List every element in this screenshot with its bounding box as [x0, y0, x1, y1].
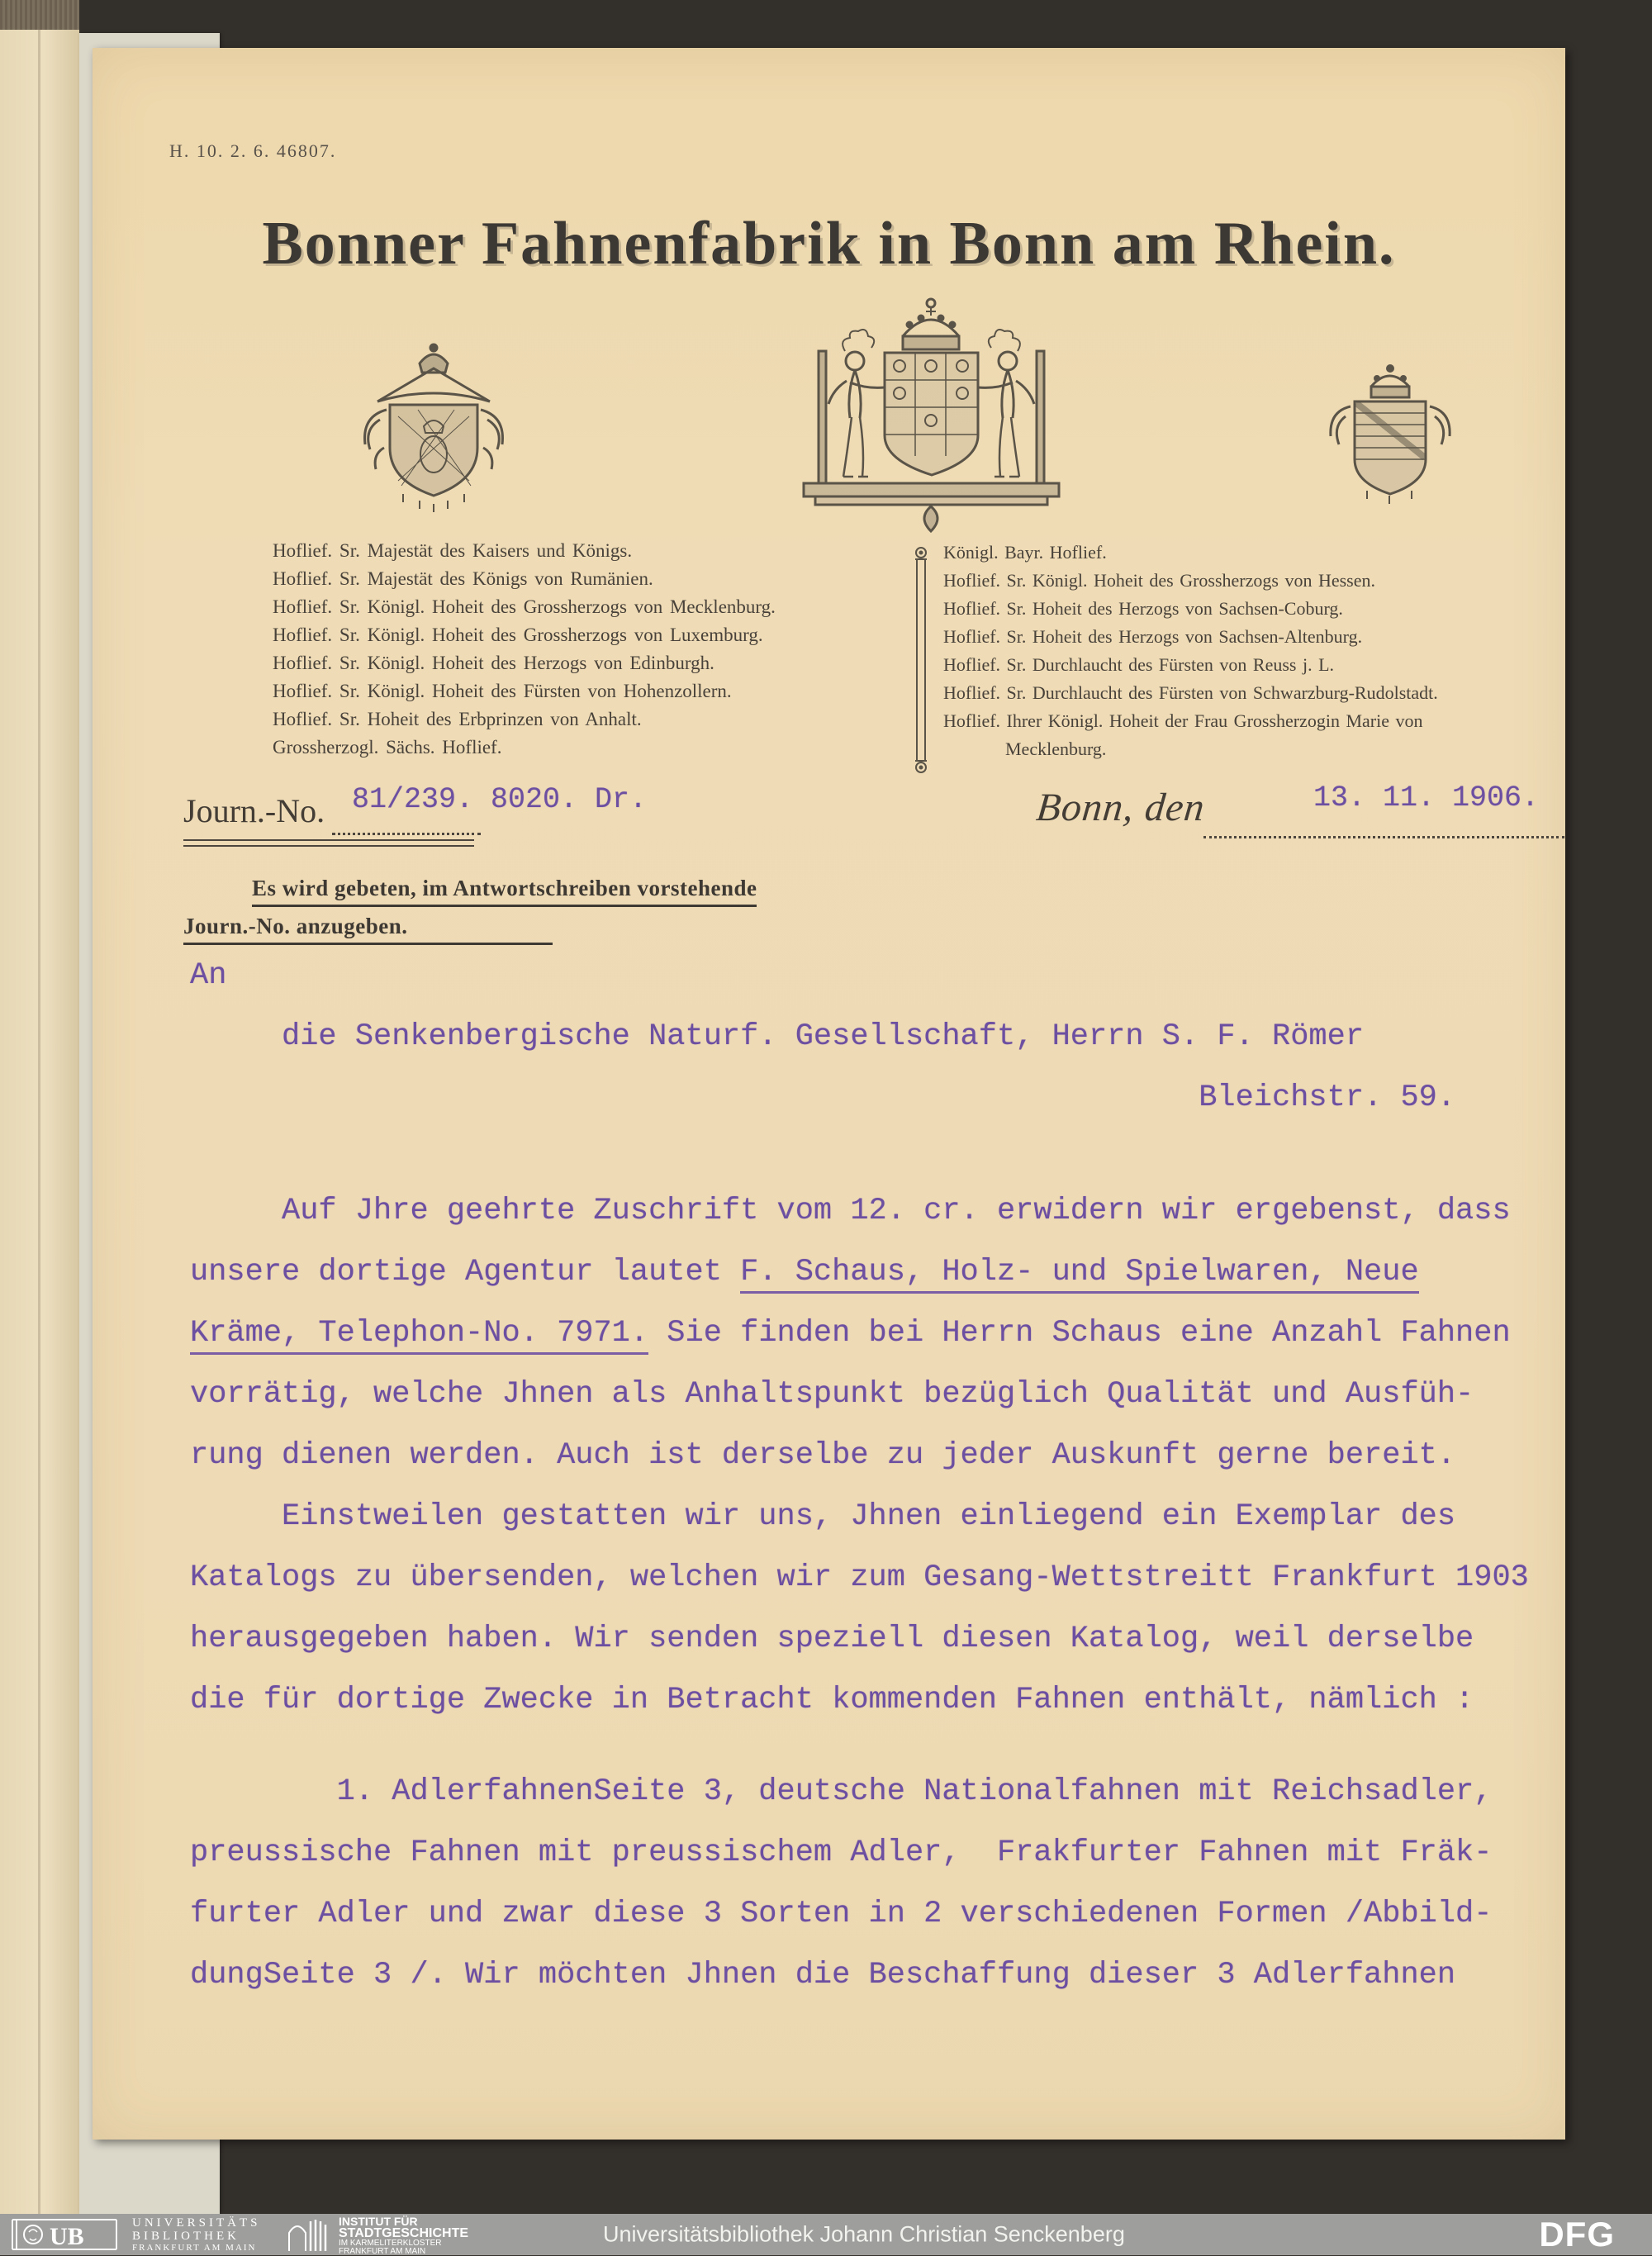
ub-library-text: UNIVERSITÄTS BIBLIOTHEK FRANKFURT AM MAIN: [132, 2216, 261, 2253]
letter-line: herausgegeben haben. Wir senden speziell diesen Katalog, weil derselbe: [190, 1622, 1474, 1656]
dateline-dotted-line: [1203, 836, 1564, 838]
honor-line: Hoflief. Sr. Königl. Hoheit des Grossherzogs von Mecklenburg.: [273, 596, 776, 617]
dateline-date-value: 13. 11. 1906.: [1313, 781, 1540, 815]
honor-line: Hoflief. Sr. Majestät des Königs von Rumänien.: [273, 568, 653, 589]
honor-line: Hoflief. Sr. Königl. Hoheit des Grossherzogs von Luxemburg.: [273, 625, 763, 645]
letter-line: Katalogs zu übersenden, welchen wir zum Gesang-Wettstreitt Frankfurt 1903: [190, 1560, 1529, 1595]
institut-stadtgeschichte-logo-icon: [284, 2216, 329, 2253]
library-credit-text: Universitätsbibliothek Johann Christian Senckenberg: [603, 2221, 1125, 2247]
coat-of-arms-center-icon: [789, 285, 1074, 537]
ub-abbr-text: UB: [50, 2223, 84, 2250]
letter-line: 1. AdlerfahnenSeite 3, deutsche Nationalfahnen mit Reichsadler,: [190, 1774, 1493, 1809]
letter-line: die Senkenbergische Naturf. Gesellschaft, Herrn S. F. Römer: [190, 1019, 1365, 1054]
letter-page: [93, 48, 1565, 2140]
honor-line: Hoflief. Sr. Hoheit des Herzogs von Sachsen-Coburg.: [943, 598, 1343, 619]
institut-stadtgeschichte-text: INSTITUT FÜR STADTGESCHICHTE IM KARMELITERKLOSTER FRANKFURT AM MAIN: [339, 2215, 469, 2256]
book-binding-fabric: [0, 0, 79, 33]
honors-list-left: [273, 537, 888, 762]
letter-line: Kräme, Telephon-No. 7971. Sie finden bei Herrn Schaus eine Anzahl Fahnen: [190, 1303, 1586, 1364]
letter-body-paragraph-1: [190, 1180, 1586, 1731]
archive-code: H. 10. 2. 6. 46807.: [169, 140, 337, 161]
letter-line: furter Adler und zwar diese 3 Sorten in 2 verschiedenen Formen /Abbild-: [190, 1897, 1493, 1931]
honor-line: Königl. Bayr. Hoflief.: [943, 542, 1107, 563]
letter-line: unsere dortige Agentur lautet F. Schaus, Holz- und Spielwaren, Neue: [190, 1242, 1586, 1303]
journal-number-value: 81/239. 8020. Dr.: [352, 783, 648, 816]
letter-line: Auf Jhre geehrte Zuschrift vom 12. cr. erwidern wir ergebenst, dass: [190, 1194, 1511, 1228]
ub-library-logo-icon: [10, 2217, 119, 2252]
honors-list-right: [943, 539, 1575, 763]
honor-line: Hoflief. Sr. Königl. Hoheit des Grossherzogs von Hessen.: [943, 570, 1375, 591]
coat-of-arms-right-icon: [1301, 362, 1479, 519]
letter-line: dungSeite 3 /. Wir möchten Jhnen die Beschaffung dieser 3 Adlerfahnen: [190, 1958, 1456, 1992]
letter-line: Bleichstr. 59.: [190, 1081, 1456, 1115]
journal-dotted-line: [332, 833, 481, 835]
divider-rod-icon: [909, 545, 933, 775]
letter-line: vorrätig, welche Jhnen als Anhaltspunkt bezüglich Qualität und Ausfüh-: [190, 1377, 1474, 1412]
letter-line: An: [190, 958, 227, 993]
honor-line: Hoflief. Sr. Königl. Hoheit des Fürsten von Hohenzollern.: [273, 681, 732, 701]
page-crease: [38, 30, 40, 2214]
coat-of-arms-left-icon: [339, 340, 529, 518]
journal-double-rule: [183, 839, 474, 847]
journal-reminder-line2: Journ.-No. anzugeben.: [183, 914, 553, 945]
letter-line: rung dienen werden. Auch ist derselbe zu jeder Auskunft gerne bereit.: [190, 1438, 1456, 1473]
honor-line: Hoflief. Sr. Königl. Hoheit des Herzogs von Edinburgh.: [273, 653, 714, 673]
honor-line: Hoflief. Sr. Durchlaucht des Fürsten von Schwarzburg-Rudolstadt.: [943, 682, 1438, 703]
honor-line: Hoflief. Ihrer Königl. Hoheit der Frau Grossherzogin Marie von: [943, 710, 1423, 731]
journal-reminder-line1: Es wird gebeten, im Antwortschreiben vorstehende: [252, 876, 757, 907]
dfg-logo: DFG: [1539, 2215, 1615, 2254]
honor-line: Hoflief. Sr. Hoheit des Erbprinzen von Anhalt.: [273, 709, 642, 729]
dateline-place-label: Bonn, den: [1034, 786, 1208, 829]
honor-line: Hoflief. Sr. Durchlaucht des Fürsten von Reuss j. L.: [943, 654, 1335, 675]
honor-line: Hoflief. Sr. Hoheit des Herzogs von Sachsen-Altenburg.: [943, 626, 1363, 647]
recipient-block: [190, 945, 1586, 1128]
library-footer-bar: [0, 2214, 1652, 2255]
honor-line: Mecklenburg.: [943, 739, 1107, 759]
letter-line: Einstweilen gestatten wir uns, Jhnen einliegend ein Exemplar des: [190, 1499, 1456, 1534]
honor-line: Hoflief. Sr. Majestät des Kaisers und Königs.: [273, 540, 633, 561]
letter-line: die für dortige Zwecke in Betracht kommenden Fahnen enthält, nämlich :: [190, 1683, 1474, 1717]
letter-body-paragraph-2: [190, 1761, 1586, 2006]
journal-number-label: Journ.-No.: [183, 792, 325, 829]
letterhead-title: Bonner Fahnenfabrik in Bonn am Rhein.: [262, 210, 1396, 278]
honor-line: Grossherzogl. Sächs. Hoflief.: [273, 737, 502, 758]
letter-line: preussische Fahnen mit preussischem Adler, Frakfurter Fahnen mit Fräk-: [190, 1836, 1493, 1870]
